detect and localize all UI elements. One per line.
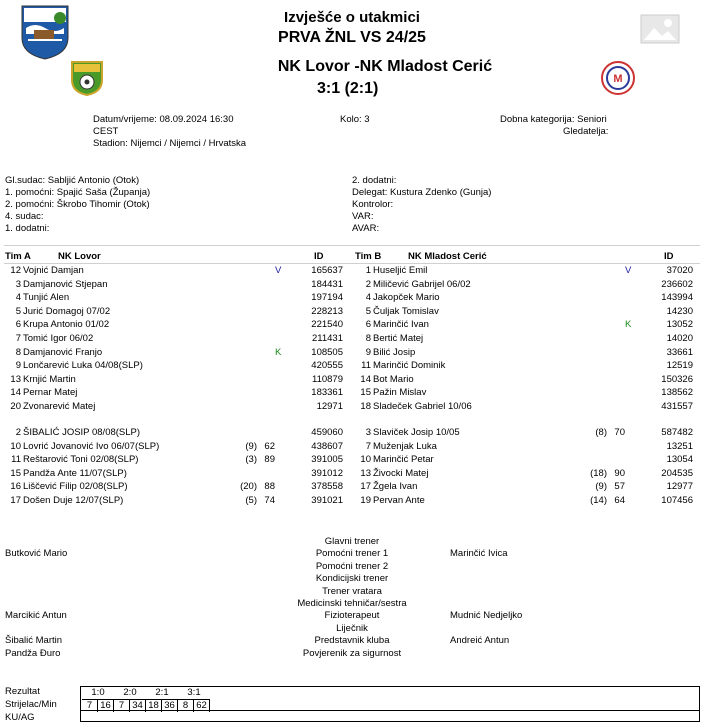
player-number: 3 <box>15 278 21 290</box>
sub-minute: 88 <box>264 481 275 492</box>
age-category: Dobna kategorija: Seniori <box>500 114 607 125</box>
player-name: Jakopček Mario <box>373 292 440 304</box>
score-cell: 2:0 <box>123 687 137 698</box>
sub-name: Muženjak Luka <box>373 440 437 452</box>
scorer-minute: 36 <box>162 699 178 712</box>
sub-replaced: (18) <box>590 467 607 479</box>
scorer-minute: 62 <box>194 699 210 712</box>
scorer-number: 18 <box>146 699 162 712</box>
competition-title: PRVA ŽNL VS 24/25 <box>278 29 426 46</box>
official-line: 2. dodatni: <box>352 175 397 186</box>
player-id: 228213 <box>311 305 343 317</box>
sub-name: ŠIBALIĆ JOSIP 08/08(SLP) <box>23 427 141 438</box>
sub-id: 459060 <box>311 427 343 438</box>
sub-name: Marinčić Petar <box>373 454 434 465</box>
player-name: Damjanović Franjo <box>23 346 103 358</box>
sub-name: Pandža Ante 11/07(SLP) <box>23 467 127 479</box>
sub-minute: 62 <box>264 440 275 452</box>
player-id: 197194 <box>311 292 343 304</box>
sub-replaced: (14) <box>590 494 607 506</box>
player-id: 420555 <box>311 360 343 372</box>
player-name: Krupa Antonio 01/02 <box>23 319 110 331</box>
staff-role: Fizioterapeut <box>324 610 380 622</box>
sub-replaced: (5) <box>245 494 257 506</box>
sub-id: 204535 <box>661 467 693 479</box>
player-number: 7 <box>15 333 21 344</box>
team-a-label: Tim A <box>5 251 31 262</box>
player-number: 1 <box>365 265 371 276</box>
player-name: Čuljak Tomislav <box>373 305 439 317</box>
scorer-number: 8 <box>178 699 194 712</box>
player-role-badge: V <box>625 265 632 276</box>
sub-number: 15 <box>10 467 21 479</box>
staff-home: Šibalić Martin <box>5 635 63 647</box>
player-number: 14 <box>360 373 371 385</box>
report-title: Izvješće o utakmici <box>284 9 420 26</box>
sub-replaced: (3) <box>245 454 257 465</box>
sub-id: 391005 <box>311 454 343 465</box>
official-line: 1. pomoćni: Spajić Saša (Županja) <box>5 187 151 198</box>
sub-number: 16 <box>10 481 21 492</box>
staff-away: Andreić Antun <box>450 635 510 647</box>
sub-id: 391012 <box>311 467 343 479</box>
sub-id: 12977 <box>666 481 693 492</box>
player-id: 33661 <box>666 346 693 358</box>
staff-role: Predstavnik kluba <box>314 635 390 647</box>
player-number: 8 <box>15 346 21 358</box>
player-name: Krnjić Martin <box>23 373 76 385</box>
player-id: 12971 <box>316 401 343 412</box>
player-id: 150326 <box>661 373 693 385</box>
sub-number: 13 <box>360 467 371 479</box>
team-a-name: NK Lovor <box>58 251 101 262</box>
sub-minute: 74 <box>264 494 275 506</box>
match-score: 3:1 (2:1) <box>317 80 379 97</box>
sub-number: 3 <box>365 427 371 438</box>
sub-name: Liščević Filip 02/08(SLP) <box>23 481 128 492</box>
player-id: 37020 <box>666 265 693 276</box>
team-b-name: NK Mladost Cerić <box>408 251 487 262</box>
staff-role: Kondicijski trener <box>315 573 389 585</box>
official-line: AVAR: <box>352 223 380 234</box>
player-number: 14 <box>10 387 21 399</box>
sub-minute: 64 <box>614 494 625 506</box>
match-stadium: Stadion: Nijemci / Nijemci / Hrvatska <box>93 138 247 149</box>
player-name: Marinčić Dominik <box>373 360 446 372</box>
scorer-label: Strijelac/Min <box>5 699 57 710</box>
sub-id: 107456 <box>661 494 693 506</box>
sub-number: 7 <box>365 440 371 452</box>
sub-name: Reštarović Toni 02/08(SLP) <box>23 454 139 465</box>
player-number: 13 <box>10 373 21 385</box>
player-number: 9 <box>365 346 371 358</box>
player-number: 20 <box>10 401 21 412</box>
sub-minute: 57 <box>614 481 625 492</box>
scorer-minute: 16 <box>98 699 114 712</box>
player-id: 183361 <box>311 387 343 399</box>
sub-id: 391021 <box>311 494 343 506</box>
player-name: Bot Mario <box>373 373 414 385</box>
sub-replaced: (8) <box>595 427 607 438</box>
staff-away: Mudnić Nedjeljko <box>450 610 523 622</box>
player-number: 6 <box>15 319 21 331</box>
scorer-number: 7 <box>114 699 130 712</box>
staff-role: Povjerenik za sigurnost <box>302 647 402 659</box>
player-name: Huseljić Emil <box>373 265 428 276</box>
player-name: Vojnić Damjan <box>23 265 84 276</box>
player-id: 13052 <box>666 319 693 331</box>
scorer-number: 7 <box>82 699 98 712</box>
sub-replaced: (9) <box>595 481 607 492</box>
teams-separator: - <box>354 58 360 75</box>
sub-name: Došen Duje 12/07(SLP) <box>23 494 124 506</box>
official-line: VAR: <box>352 211 374 222</box>
score-cell: 1:0 <box>91 687 105 698</box>
divider <box>4 245 700 246</box>
player-name: Miličević Gabrijel 06/02 <box>373 278 471 290</box>
player-id: 12519 <box>666 360 693 372</box>
sub-number: 19 <box>360 494 371 506</box>
sub-name: Pervan Ante <box>373 494 425 506</box>
svg-text:M: M <box>613 73 623 85</box>
sub-id: 13251 <box>666 440 693 452</box>
player-name: Tomić Igor 06/02 <box>23 333 94 344</box>
result-label: Rezultat <box>5 686 40 697</box>
score-cell: 2:1 <box>155 687 169 698</box>
staff-away: Marinčić Ivica <box>450 548 508 560</box>
player-id: 221540 <box>311 319 343 331</box>
player-id: 165637 <box>311 265 343 276</box>
divider <box>4 263 700 264</box>
sub-name: Lovrić Jovanović Ivo 06/07(SLP) <box>23 440 160 452</box>
player-name: Zvonarević Matej <box>23 401 96 412</box>
match-datetime: Datum/vrijeme: 08.09.2024 16:30 <box>93 114 234 125</box>
player-number: 6 <box>365 319 371 331</box>
player-role-badge: K <box>275 346 282 358</box>
result-divider <box>81 710 699 711</box>
sub-number: 2 <box>15 427 21 438</box>
player-id: 211431 <box>312 333 343 344</box>
staff-role: Pomoćni trener 2 <box>315 560 389 572</box>
team-b-id-header: ID <box>664 251 674 262</box>
player-name: Marinčić Ivan <box>373 319 429 331</box>
sub-number: 11 <box>11 454 21 465</box>
score-cell: 3:1 <box>187 687 201 698</box>
player-number: 5 <box>15 305 21 317</box>
player-id: 108505 <box>311 346 343 358</box>
sub-minute: 89 <box>264 454 275 465</box>
official-line: 1. dodatni: <box>5 223 50 234</box>
officials-right <box>352 175 491 235</box>
sub-replaced: (20) <box>240 481 257 492</box>
sub-number: 10 <box>360 454 371 465</box>
sub-minute: 90 <box>614 467 625 479</box>
official-line: Delegat: Kustura Zdenko (Gunja) <box>352 187 492 198</box>
player-name: Lončarević Luka 04/08(SLP) <box>23 360 143 372</box>
player-name: Sladeček Gabriel 10/06 <box>373 401 472 412</box>
staff-home: Pandža Đuro <box>5 647 61 659</box>
player-number: 4 <box>15 292 21 304</box>
player-id: 14020 <box>666 333 693 344</box>
scorer-minute: 34 <box>130 699 146 712</box>
player-id: 14230 <box>666 305 693 317</box>
staff-role: Medicinski tehničar/sestra <box>297 598 407 609</box>
sub-name: Slaviček Josip 10/05 <box>373 427 460 438</box>
sub-number: 10 <box>10 440 21 452</box>
player-name: Pernar Matej <box>23 387 78 399</box>
official-line: 2. pomoćni: Škrobo Tihomir (Otok) <box>5 199 150 210</box>
player-name: Bertić Matej <box>373 333 424 344</box>
home-team-name: NK Lovor <box>277 58 350 75</box>
sub-replaced: (9) <box>245 440 257 452</box>
player-name: Damjanović Stjepan <box>23 278 108 290</box>
staff-role: Pomoćni trener 1 <box>315 548 389 560</box>
away-team-name: NK Mladost Cerić <box>359 58 493 75</box>
official-line: Gl.sudac: Sabljić Antonio (Otok) <box>5 175 140 186</box>
staff-role: Liječnik <box>336 622 368 634</box>
player-role-badge: K <box>625 319 632 331</box>
result-table <box>80 686 700 722</box>
player-name: Tunjić Alen <box>23 292 70 304</box>
player-number: 12 <box>10 265 21 276</box>
match-round: Kolo: 3 <box>340 114 370 125</box>
player-number: 5 <box>365 305 371 317</box>
player-id: 110879 <box>312 373 343 385</box>
spectators: Gledatelja: <box>563 126 609 137</box>
official-line: 4. sudac: <box>5 211 44 222</box>
player-id: 143994 <box>661 292 693 304</box>
sub-id: 378558 <box>311 481 343 492</box>
team-a-id-header: ID <box>314 251 324 262</box>
sub-minute: 70 <box>614 427 625 438</box>
officials-left <box>5 175 150 235</box>
player-number: 9 <box>15 360 21 372</box>
sub-id: 587482 <box>661 427 693 438</box>
cards-label: KU/AG <box>5 712 35 723</box>
sub-name: Žgela Ivan <box>373 481 418 492</box>
player-number: 2 <box>365 278 371 290</box>
player-id: 184431 <box>311 278 343 290</box>
player-name: Jurić Domagoj 07/02 <box>23 305 111 317</box>
sub-id: 438607 <box>311 440 343 452</box>
player-name: Bilić Josip <box>373 346 416 358</box>
player-number: 15 <box>360 387 371 399</box>
player-name: Pažin Mislav <box>373 387 427 399</box>
sub-number: 17 <box>360 481 371 492</box>
sub-name: Živocki Matej <box>373 467 429 479</box>
staff-home: Butković Mario <box>5 548 68 560</box>
team-b-label: Tim B <box>355 251 382 262</box>
staff-role: Glavni trener <box>324 536 380 547</box>
match-teams <box>0 58 704 76</box>
official-line: Kontrolor: <box>352 199 394 210</box>
sub-id: 13054 <box>666 454 693 465</box>
player-id: 138562 <box>661 387 693 399</box>
player-role-badge: V <box>275 265 282 276</box>
match-timezone: CEST <box>93 126 119 137</box>
player-number: 4 <box>365 292 371 304</box>
player-id: 431557 <box>661 401 693 412</box>
staff-role: Trener vratara <box>322 585 382 597</box>
sub-number: 17 <box>10 494 21 506</box>
player-id: 236602 <box>661 278 693 290</box>
player-number: 18 <box>360 401 371 412</box>
player-number: 11 <box>361 360 371 372</box>
staff-home: Marcikić Antun <box>5 610 67 622</box>
player-number: 8 <box>365 333 371 344</box>
